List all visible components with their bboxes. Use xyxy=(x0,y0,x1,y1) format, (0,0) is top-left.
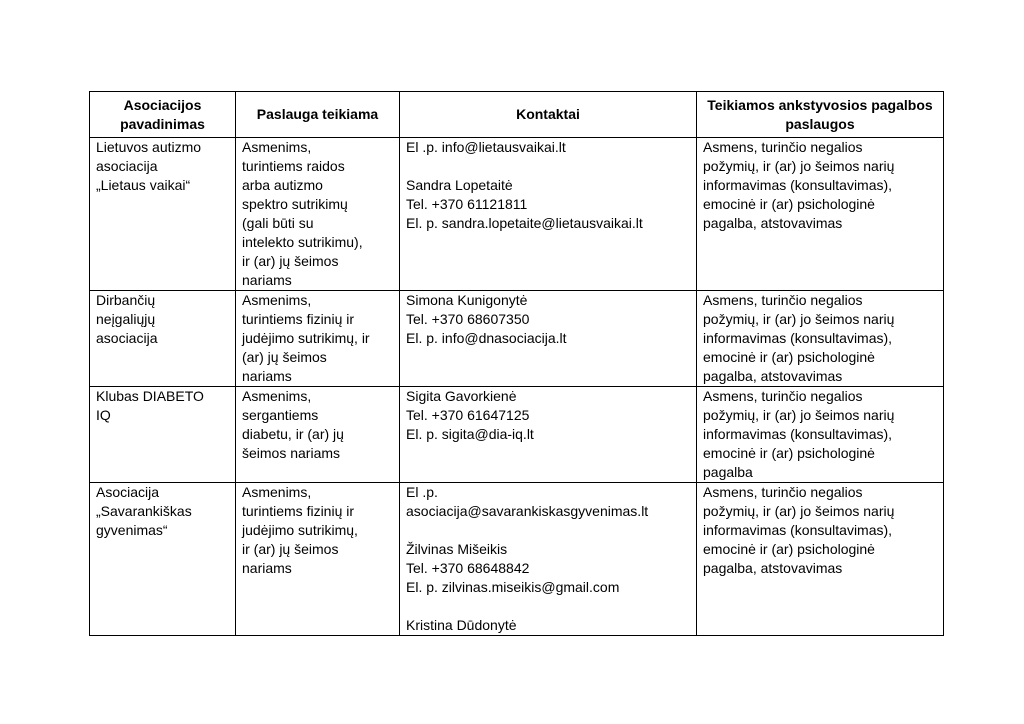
cell-line: informavimas (konsultavimas), xyxy=(703,330,893,346)
cell-line: Asmenims, xyxy=(242,484,312,500)
cell-line: Tel. +370 61121811 xyxy=(406,196,528,212)
cell-line: Asmenims, xyxy=(242,292,312,308)
cell-line: intelekto sutrikimu), xyxy=(242,234,363,250)
header-early-help-services: Teikiamos ankstyvosios pagalbos paslaugos xyxy=(697,92,944,138)
header-contacts: Kontaktai xyxy=(400,92,697,138)
cell-line: Asociacija xyxy=(96,484,160,500)
cell-line: Tel. +370 68648842 xyxy=(406,560,530,576)
cell-contacts xyxy=(400,387,697,483)
cell-line: ir (ar) jų šeimos xyxy=(242,253,339,269)
cell-line: ir (ar) jų šeimos xyxy=(242,541,339,557)
cell-line: (ar) jų šeimos xyxy=(242,349,327,365)
cell-service xyxy=(236,291,400,387)
cell-line: sergantiems xyxy=(242,407,319,423)
cell-line: Žilvinas Mišeikis xyxy=(406,541,508,557)
cell-early-help xyxy=(697,138,944,291)
cell-line: asociacija@savarankiskasgyvenimas.lt xyxy=(406,503,649,519)
cell-line: požymių, ir (ar) jo šeimos narių xyxy=(703,311,895,327)
cell-line: gyvenimas“ xyxy=(96,522,168,538)
cell-service xyxy=(236,387,400,483)
cell-line: Asmenims, xyxy=(242,388,312,404)
cell-line: Dirbančių xyxy=(96,292,156,308)
cell-line: IQ xyxy=(96,407,111,423)
cell-line: El. p. sigita@dia-iq.lt xyxy=(406,426,534,442)
cell-line: El .p. info@lietausvaikai.lt xyxy=(406,139,566,155)
cell-line: asociacija xyxy=(96,330,158,346)
cell-line: judėjimo sutrikimų, xyxy=(242,522,358,538)
cell-line: Kristina Dūdonytė xyxy=(406,617,517,633)
cell-contacts xyxy=(400,138,697,291)
cell-line: asociacija xyxy=(96,158,158,174)
cell-line: „Savarankiškas xyxy=(96,503,192,519)
table-row xyxy=(90,291,944,387)
cell-line: diabetu, ir (ar) jų xyxy=(242,426,344,442)
cell-line: Sigita Gavorkienė xyxy=(406,388,517,404)
cell-line: nariams xyxy=(242,560,292,576)
cell-line: Asmens, turinčio negalios xyxy=(703,484,863,500)
cell-line: emocinė ir (ar) psichologinė xyxy=(703,349,875,365)
cell-line: emocinė ir (ar) psichologinė xyxy=(703,445,875,461)
cell-line: spektro sutrikimų xyxy=(242,196,348,212)
header-row xyxy=(90,92,944,138)
header-service: Paslauga teikiama xyxy=(236,92,400,138)
header-association-name: Asociacijos pavadinimas xyxy=(90,92,236,138)
cell-line: El. p. zilvinas.miseikis@gmail.com xyxy=(406,579,620,595)
cell-line: emocinė ir (ar) psichologinė xyxy=(703,541,875,557)
cell-line: pagalba, atstovavimas xyxy=(703,215,843,231)
cell-early-help xyxy=(697,483,944,636)
cell-association-name xyxy=(90,291,236,387)
cell-line: „Lietaus vaikai“ xyxy=(96,177,191,193)
cell-line xyxy=(406,157,690,176)
cell-line: Asmens, turinčio negalios xyxy=(703,292,863,308)
cell-line: neįgaliųjų xyxy=(96,311,156,327)
table-body xyxy=(90,138,944,636)
cell-line: Asmenims, xyxy=(242,139,312,155)
cell-line: (gali būti su xyxy=(242,215,314,231)
cell-contacts xyxy=(400,483,697,636)
cell-line: Asmens, turinčio negalios xyxy=(703,139,863,155)
associations-table xyxy=(89,91,944,636)
cell-line: informavimas (konsultavimas), xyxy=(703,426,893,442)
cell-line: turintiems fizinių ir xyxy=(242,503,355,519)
cell-line xyxy=(406,521,690,540)
cell-line: nariams xyxy=(242,368,292,384)
cell-line: informavimas (konsultavimas), xyxy=(703,177,893,193)
cell-line: Klubas DIABETO xyxy=(96,388,204,404)
table-row xyxy=(90,387,944,483)
cell-line: emocinė ir (ar) psichologinė xyxy=(703,196,875,212)
cell-line: turintiems fizinių ir xyxy=(242,311,355,327)
cell-line: judėjimo sutrikimų, ir xyxy=(242,330,370,346)
cell-line: pagalba, atstovavimas xyxy=(703,560,843,576)
cell-association-name xyxy=(90,483,236,636)
cell-line: El. p. info@dnasociacija.lt xyxy=(406,330,567,346)
cell-early-help xyxy=(697,387,944,483)
cell-line: Sandra Lopetaitė xyxy=(406,177,513,193)
cell-line: arba autizmo xyxy=(242,177,323,193)
table-row xyxy=(90,138,944,291)
cell-association-name xyxy=(90,138,236,291)
cell-line: pagalba, atstovavimas xyxy=(703,368,843,384)
cell-line: Tel. +370 61647125 xyxy=(406,407,530,423)
table-header xyxy=(90,92,944,138)
cell-line: pagalba xyxy=(703,464,753,480)
cell-line: Simona Kunigonytė xyxy=(406,292,528,308)
cell-line: šeimos nariams xyxy=(242,445,341,461)
cell-line: nariams xyxy=(242,272,292,288)
cell-association-name xyxy=(90,387,236,483)
cell-service xyxy=(236,138,400,291)
cell-line: Lietuvos autizmo xyxy=(96,139,202,155)
cell-line: požymių, ir (ar) jo šeimos narių xyxy=(703,158,895,174)
table-row xyxy=(90,483,944,636)
cell-service xyxy=(236,483,400,636)
cell-line: Tel. +370 68607350 xyxy=(406,311,530,327)
cell-line xyxy=(406,597,690,616)
cell-line: Asmens, turinčio negalios xyxy=(703,388,863,404)
cell-line: informavimas (konsultavimas), xyxy=(703,522,893,538)
cell-line: požymių, ir (ar) jo šeimos narių xyxy=(703,503,895,519)
cell-line: El .p. xyxy=(406,484,438,500)
cell-line: požymių, ir (ar) jo šeimos narių xyxy=(703,407,895,423)
cell-early-help xyxy=(697,291,944,387)
cell-line: turintiems raidos xyxy=(242,158,345,174)
cell-contacts xyxy=(400,291,697,387)
cell-line: El. p. sandra.lopetaite@lietausvaikai.lt xyxy=(406,215,643,231)
